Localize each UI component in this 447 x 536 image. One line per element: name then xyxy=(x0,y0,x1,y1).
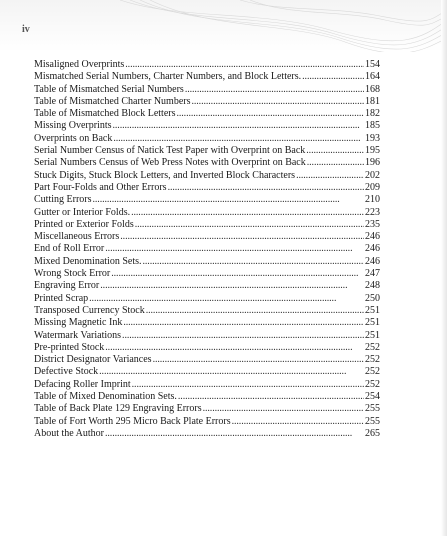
toc-entry-title: Engraving Error xyxy=(34,280,100,292)
toc-entry-page: 185 xyxy=(365,120,380,132)
toc-entry[interactable] xyxy=(34,120,380,132)
dot-leader xyxy=(307,157,364,169)
toc-entry[interactable] xyxy=(34,59,380,71)
toc-entry[interactable] xyxy=(34,391,380,403)
dot-leader xyxy=(168,182,364,194)
dot-leader xyxy=(122,330,364,342)
dot-leader xyxy=(296,170,364,182)
toc-entry-title: Table of Mismatched Block Letters xyxy=(34,108,176,120)
toc-entry-page: 210 xyxy=(365,194,380,206)
toc-entry[interactable] xyxy=(34,71,380,83)
toc-entry[interactable] xyxy=(34,182,380,194)
toc-entry-title: End of Roll Error xyxy=(34,243,105,255)
toc-entry-title: Gutter or Interior Folds. xyxy=(34,206,131,218)
toc-entry-title: Serial Numbers Census of Web Press Notes with Overprint on Back xyxy=(34,157,306,169)
toc-entry-page: 154 xyxy=(365,59,380,70)
toc-entry[interactable] xyxy=(34,428,380,440)
toc-entry[interactable] xyxy=(34,280,380,292)
toc-entry-title: Misaligned Overprints xyxy=(34,59,125,70)
toc-entry[interactable] xyxy=(34,317,380,329)
toc-entry-page: 265 xyxy=(365,427,380,439)
toc-entry[interactable] xyxy=(34,157,380,169)
toc-entry-title: Part Four-Folds and Other Errors xyxy=(34,181,167,193)
toc-entry-title: Defective Stock xyxy=(34,366,99,378)
toc-entry-title: Wrong Stock Error xyxy=(34,268,111,280)
toc-entry-title: Serial Number Census of Natick Test Paper with Overprint on Back xyxy=(34,145,306,157)
dot-leader xyxy=(111,268,364,280)
dot-leader xyxy=(99,366,364,378)
toc-entry[interactable] xyxy=(34,231,380,243)
toc-entry-title: Table of Mixed Denomination Sets. xyxy=(34,391,177,403)
dot-leader xyxy=(135,219,364,231)
dot-leader xyxy=(176,108,364,120)
toc-entry-title: Stuck Digits, Stuck Block Letters, and Inverted Block Characters xyxy=(34,169,296,181)
dot-leader xyxy=(232,416,364,428)
page-number: iv xyxy=(22,24,30,35)
dot-leader xyxy=(143,256,365,268)
table-of-contents xyxy=(34,59,380,440)
toc-entry[interactable] xyxy=(34,330,380,342)
toc-entry-page: 247 xyxy=(365,268,380,280)
toc-entry-page: 202 xyxy=(365,169,380,181)
page-edge-shadow xyxy=(441,0,447,536)
toc-entry[interactable] xyxy=(34,366,380,378)
toc-entry-title: Overprints on Back xyxy=(34,132,113,144)
toc-entry-page: 246 xyxy=(365,255,380,267)
toc-entry-page: 182 xyxy=(365,108,380,120)
toc-entry[interactable] xyxy=(34,342,380,354)
toc-entry[interactable] xyxy=(34,194,380,206)
toc-entry-title: Mixed Denomination Sets. xyxy=(34,255,142,267)
toc-entry-page: 251 xyxy=(365,329,380,341)
toc-entry-title: Defacing Roller Imprint xyxy=(34,378,131,390)
toc-entry[interactable] xyxy=(34,416,380,428)
toc-entry[interactable] xyxy=(34,96,380,108)
toc-entry[interactable] xyxy=(34,256,380,268)
toc-entry[interactable] xyxy=(34,84,380,96)
toc-entry-page: 252 xyxy=(365,378,380,390)
toc-entry-title: Table of Mismatched Charter Numbers xyxy=(34,95,191,107)
dot-leader xyxy=(132,379,364,391)
toc-entry-title: Missing Magnetic Ink xyxy=(34,317,123,329)
dot-leader xyxy=(105,342,364,354)
toc-entry[interactable] xyxy=(34,293,380,305)
dot-leader xyxy=(105,243,364,255)
dot-leader xyxy=(203,403,364,415)
dot-leader xyxy=(185,84,364,96)
toc-entry-page: 252 xyxy=(365,341,380,353)
dot-leader xyxy=(105,428,364,440)
toc-entry-title: About the Author xyxy=(34,427,104,439)
dot-leader xyxy=(100,280,364,292)
wave-pattern-decoration xyxy=(0,0,447,52)
toc-entry[interactable] xyxy=(34,379,380,391)
toc-entry[interactable] xyxy=(34,170,380,182)
dot-leader xyxy=(306,145,364,157)
toc-entry-page: 251 xyxy=(365,304,380,316)
toc-entry-page: 246 xyxy=(365,243,380,255)
toc-entry-page: 193 xyxy=(365,132,380,144)
toc-entry-title: Mismatched Serial Numbers, Charter Numbers, and Block Letters. xyxy=(34,71,302,83)
dot-leader xyxy=(123,317,364,329)
toc-entry-page: 181 xyxy=(365,95,380,107)
toc-entry-page: 209 xyxy=(365,181,380,193)
dot-leader xyxy=(125,59,364,71)
toc-entry-page: 251 xyxy=(365,317,380,329)
toc-entry-page: 164 xyxy=(365,71,380,83)
toc-entry[interactable] xyxy=(34,268,380,280)
toc-entry[interactable] xyxy=(34,145,380,157)
toc-entry-page: 250 xyxy=(365,292,380,304)
toc-entry-title: Watermark Variations xyxy=(34,329,122,341)
dot-leader xyxy=(89,293,364,305)
toc-entry-title: Cutting Errors xyxy=(34,194,92,206)
toc-entry-title: District Designator Variances xyxy=(34,354,152,366)
toc-entry[interactable] xyxy=(34,219,380,231)
toc-entry-page: 255 xyxy=(365,403,380,415)
toc-entry-title: Miscellaneous Errors xyxy=(34,231,120,243)
toc-entry-page: 168 xyxy=(365,83,380,95)
toc-entry[interactable] xyxy=(34,403,380,415)
toc-entry-title: Table of Mismatched Serial Numbers xyxy=(34,83,184,95)
dot-leader xyxy=(120,231,364,243)
toc-entry-title: Printed Scrap xyxy=(34,292,89,304)
dot-leader xyxy=(93,194,365,206)
dot-leader xyxy=(113,120,365,132)
toc-entry-page: 248 xyxy=(365,280,380,292)
toc-entry-title: Pre-printed Stock xyxy=(34,341,105,353)
toc-entry-page: 196 xyxy=(365,157,380,169)
toc-entry-title: Table of Fort Worth 295 Micro Back Plate Errors xyxy=(34,415,231,427)
dot-leader xyxy=(113,133,364,145)
toc-entry-page: 254 xyxy=(365,391,380,403)
dot-leader xyxy=(178,391,364,403)
toc-entry[interactable] xyxy=(34,133,380,145)
dot-leader xyxy=(131,207,364,219)
toc-entry[interactable] xyxy=(34,108,380,120)
toc-entry-title: Printed or Exterior Folds xyxy=(34,218,134,230)
toc-entry-page: 255 xyxy=(365,415,380,427)
dot-leader xyxy=(146,305,364,317)
toc-entry-page: 223 xyxy=(365,206,380,218)
toc-entry-title: Transposed Currency Stock xyxy=(34,304,145,316)
dot-leader xyxy=(191,96,364,108)
toc-entry-title: Missing Overprints xyxy=(34,120,112,132)
toc-entry-title: Table of Back Plate 129 Engraving Errors xyxy=(34,403,202,415)
toc-entry-page: 252 xyxy=(365,366,380,378)
decorative-header-band xyxy=(0,0,447,52)
toc-entry[interactable] xyxy=(34,305,380,317)
toc-entry[interactable] xyxy=(34,243,380,255)
toc-entry-page: 246 xyxy=(365,231,380,243)
dot-leader xyxy=(153,354,364,366)
dot-leader xyxy=(302,71,364,83)
toc-entry[interactable] xyxy=(34,354,380,366)
toc-entry-page: 195 xyxy=(365,145,380,157)
toc-entry-page: 252 xyxy=(365,354,380,366)
toc-entry[interactable] xyxy=(34,207,380,219)
toc-entry-page: 235 xyxy=(365,218,380,230)
